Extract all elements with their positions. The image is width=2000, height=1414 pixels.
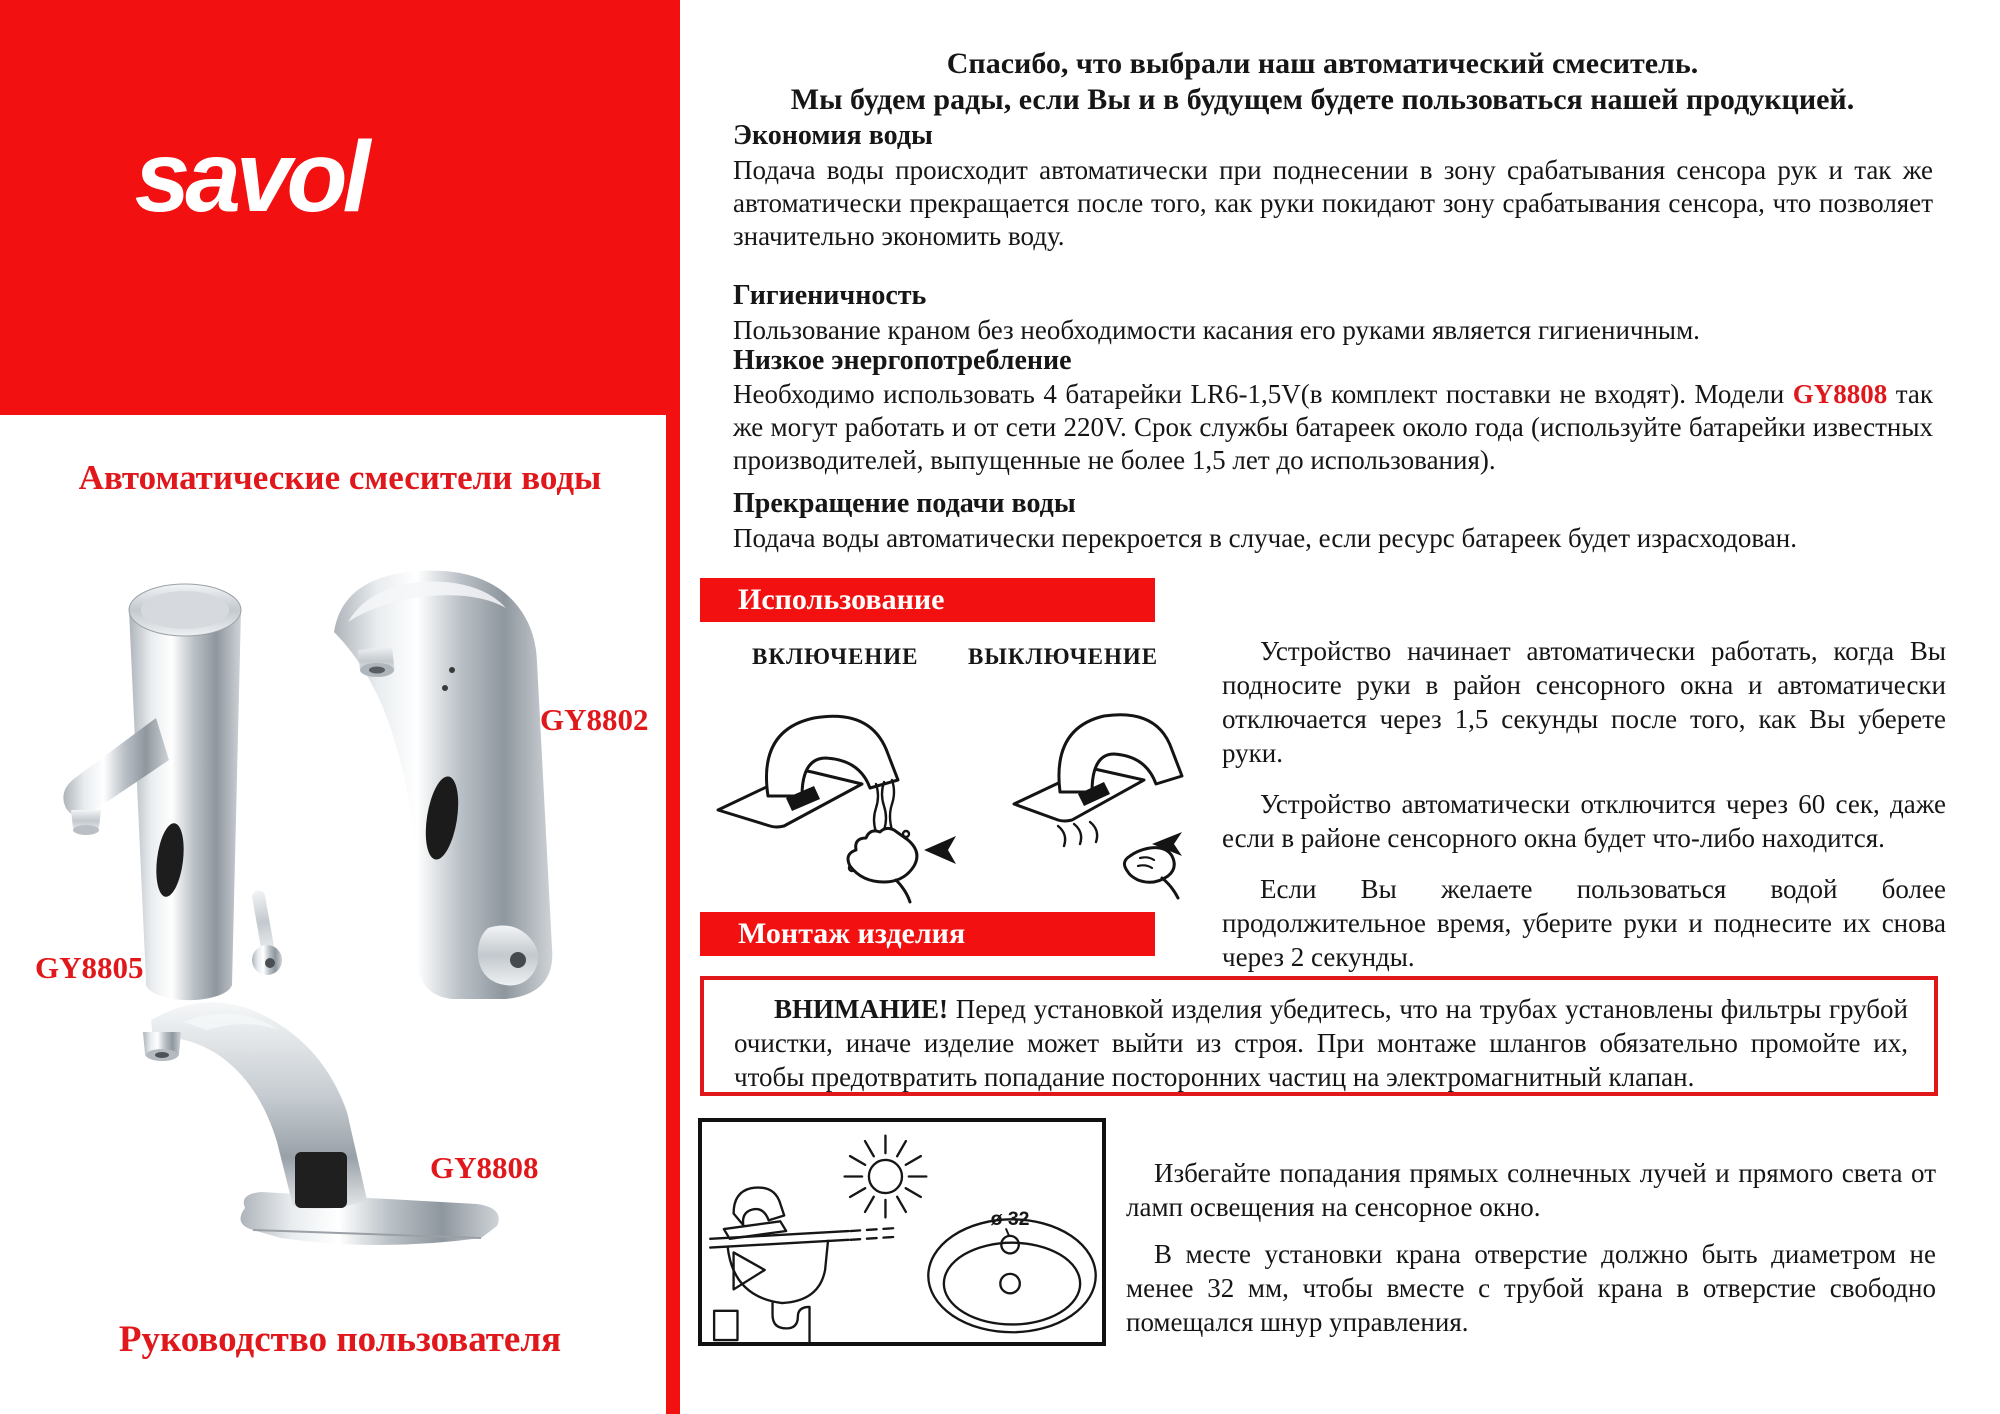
faucet-photo-gy8802 <box>318 552 573 1012</box>
energy-text-after: так же могут работать и от сети 220V. Срок службы батареек около года (используйте батарейки известных производителей, выпущенные не более 1,5 лет до использования). <box>733 379 1933 475</box>
usage-banner: Использование <box>700 578 1155 622</box>
vertical-divider <box>666 0 680 1414</box>
installation-diagram-box <box>698 1118 1106 1346</box>
faucet-photo-gy8805 <box>35 560 290 1015</box>
usage-on-illustration <box>700 676 1010 908</box>
note-sunlight: Избегайте попадания прямых солнечных лучей и прямого света от ламп освещения на сенсорное окно. <box>1126 1158 1936 1222</box>
usage-paragraph-3: Если Вы желаете пользоваться водой более продолжительное время, уберите руки и поднесите их снова через 2 секунды. <box>1222 874 1946 972</box>
section-body-energy <box>733 378 1933 477</box>
page-title: Автоматические смесители воды <box>78 458 602 497</box>
hole-diameter-label: ø 32 <box>990 1208 1030 1231</box>
sink-side-view <box>710 1188 895 1342</box>
warning-text <box>704 980 1934 1094</box>
usage-paragraph-2: Устройство автоматически отключится через 60 сек, даже если в районе сенсорного окна будет что-либо находится. <box>1222 789 1946 853</box>
section-title-hygiene: Гигиеничность <box>733 280 927 311</box>
usage-paragraph-1: Устройство начинает автоматически работать, когда Вы подносите руки в район сенсорного окна и автоматически отключается через 1,5 секунды после того, как Вы уберете руки. <box>1222 636 1946 768</box>
usage-off-illustration <box>1000 676 1200 908</box>
installation-notes <box>1126 1156 1936 1352</box>
section-body-stop: Подача воды автоматически перекроется в случае, если ресурс батареек будет израсходован. <box>733 523 1797 553</box>
intro-line-1: Спасибо, что выбрали наш автоматический смеситель. <box>946 47 1699 80</box>
usage-paragraphs <box>1222 634 1946 991</box>
intro-line-2: Мы будем рады, если Вы и в будущем будете пользоваться нашей продукцией. <box>790 83 1855 116</box>
note-hole-size: В месте установки крана отверстие должно быть диаметром не менее 32 мм, чтобы вместе с трубой крана в отверстие свободно помещался шнур управления. <box>1126 1239 1936 1337</box>
faucet-photo-gy8808 <box>95 980 515 1265</box>
manual-subtitle: Руководство пользователя <box>118 1319 562 1360</box>
section-body-economy: Подача воды происходит автоматически при поднесении в зону срабатывания сенсора рук и так же автоматически прекращается после того, как руки покидают зону срабатывания сенсора, что позволяет значительно экономить воду. <box>733 155 1933 251</box>
model-label-gy8808: GY8808 <box>430 1150 539 1185</box>
sun-icon <box>845 1136 927 1218</box>
model-label-gy8805: GY8805 <box>35 950 144 985</box>
section-title-energy: Низкое энергопотребление <box>733 345 1072 376</box>
warning-body: Перед установкой изделия убедитесь, что на трубах установлены фильтры грубой очистки, иначе изделие может выйти из строя. При монтаже шлангов обязательно промойте их, чтобы предотвратить попадание посторонних частиц на электромагнитный клапан. <box>734 994 1908 1092</box>
energy-model-highlight: GY8808 <box>1792 379 1888 409</box>
warning-box <box>700 976 1938 1096</box>
section-title-economy: Экономия воды <box>733 120 933 151</box>
off-label: ВЫКЛЮЧЕНИЕ <box>968 644 1159 669</box>
savol-logo: savol <box>134 121 366 233</box>
montage-banner: Монтаж изделия <box>700 912 1155 956</box>
warning-word: ВНИМАНИЕ! <box>774 994 948 1024</box>
installation-diagram <box>702 1122 1102 1342</box>
model-label-gy8802: GY8802 <box>540 702 649 737</box>
energy-text-before: Необходимо использовать 4 батарейки LR6-1,5V(в комплект поставки не входят). Модели <box>733 379 1793 409</box>
sink-top-view <box>928 1208 1095 1332</box>
section-body-hygiene: Пользование краном без необходимости касания его руками является гигиеничным. <box>733 315 1700 345</box>
section-title-stop: Прекращение подачи воды <box>733 488 1076 519</box>
on-label: ВКЛЮЧЕНИЕ <box>752 644 919 669</box>
